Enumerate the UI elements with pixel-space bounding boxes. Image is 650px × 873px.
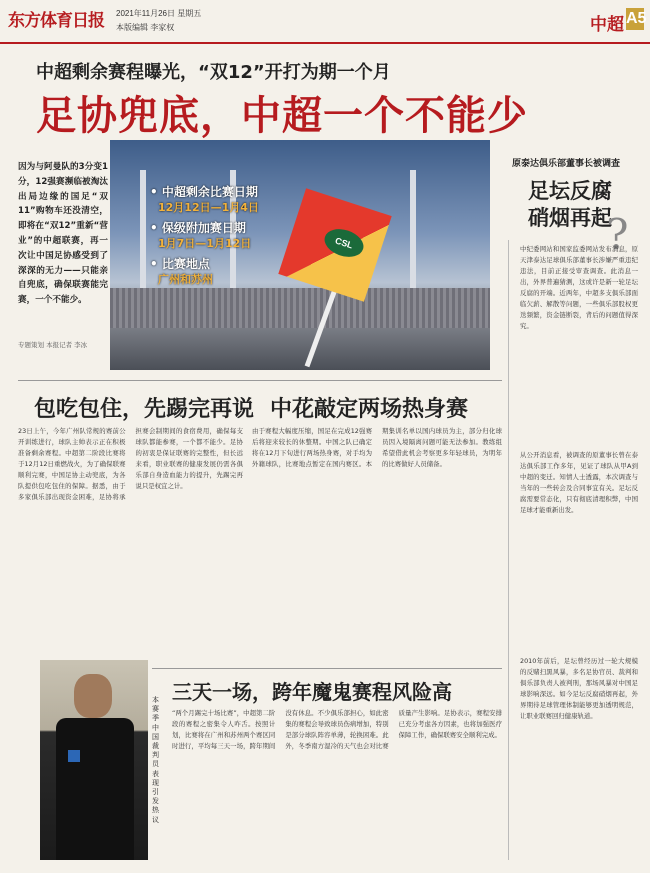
csl-logo: CSL bbox=[321, 224, 367, 261]
masthead bbox=[0, 0, 650, 44]
referee-body bbox=[56, 718, 134, 860]
column-divider bbox=[508, 240, 509, 860]
section-headline: 三天一场，跨年魔鬼赛程风险高 bbox=[172, 680, 452, 704]
sidebar-body: 2010年前后，足坛曾经历过一轮大规模的反赌扫黑风暴，多名足协官员、裁判和俱乐部负责人被判刑，那场风暴对中国足球影响深远。如今足坛反腐硝烟再起，外界期待足球管理体制能够更加透明规范，让职业联赛回归健康轨道。 bbox=[520, 657, 638, 720]
fact-label: • 保级附加赛日期 bbox=[150, 221, 246, 235]
fact-label: • 比赛地点 bbox=[150, 257, 210, 271]
issue-date: 2021年11月26日 星期五 bbox=[116, 9, 202, 18]
section-name: 中超 bbox=[590, 15, 624, 35]
section-body: 23日上午，今年广州队常规的赛前公开训练进行，球队主帅表示正在积极准备剩余赛程。中超第二阶段比赛将于12月12日重燃战火，为了确保联赛顺利完赛，中国足协主动兜底，为各队提供包吃包住的保障。据悉，由于多家俱乐部出现资金困难，足协将承担赛会制期间的食宿费用，确保每支球队都能参赛，一个都不能少。足协的初衷是保证联赛的完整性，但长远来看，职业联赛的健康发展仍需各俱乐部自身造血能力的提升，先踢完再说只是权宜之计。 bbox=[18, 427, 243, 501]
divider bbox=[152, 668, 502, 669]
stadium-stand bbox=[110, 288, 490, 328]
main-headline: 足协兜底，中超一个不能少 bbox=[36, 93, 528, 139]
stadium-pillar bbox=[410, 170, 416, 290]
fifa-badge-icon bbox=[68, 750, 80, 762]
sidebar-body: 中纪委网站和国家监委网站发布消息，原天津泰达足球俱乐部董事长涉嫌严重违纪违法，目前正接受审查调查。此消息一出，外界普遍猜测，这或许是新一轮足坛反腐的开端。近两年，中超多支俱乐部面临欠薪、解散等问题，一些俱乐部股权更迭频繁，资金链断裂，背后的问题值得深究。 bbox=[520, 245, 638, 330]
section-headline: 中花敲定两场热身赛 bbox=[270, 397, 469, 422]
sidebar-title: 足坛反腐 硝烟再起 bbox=[528, 179, 612, 230]
sidebar-body: 从公开消息看，被调查的原董事长曾在泰达俱乐部工作多年，见证了球队从甲A到中超的变迁。知情人士透露，本次调查与当年的一些转会及合同事宜有关。足坛反腐需要常态化，只有彻底清理积弊，中国足球才能重新出发。 bbox=[520, 451, 638, 514]
fact-value: 1月7日—1月12日 bbox=[158, 237, 252, 250]
sidebar-kicker: 原泰达俱乐部董事长被调查 bbox=[512, 159, 621, 169]
referee-photo bbox=[40, 660, 148, 860]
fact-value: 广州和苏州 bbox=[158, 273, 213, 286]
section-headline: 包吃包住，先踢完再说 bbox=[34, 397, 255, 422]
stadium-pillar bbox=[140, 170, 146, 290]
divider bbox=[18, 380, 502, 381]
page-editors: 本版编辑 李家权 bbox=[116, 23, 175, 32]
page-number: A5 bbox=[626, 8, 644, 30]
kicker-headline: 中超剩余赛程曝光，“双12”开打为期一个月 bbox=[36, 62, 391, 83]
photo-caption: 本赛季中国裁判员表现引发热议 bbox=[152, 696, 159, 824]
referee-head bbox=[74, 674, 112, 718]
newspaper-logo: 东方体育日报 bbox=[8, 11, 104, 31]
section-body: 由于赛程大幅度压缩，国足在完成12强赛后将迎来较长的休整期。中国之队已确定将在12月下旬进行两场热身赛，对手均为外籍球队，比赛地点暂定在国内赛区。本期集训名单以国内球员为主，部分归化球员因入境隔离问题可能无法参加。教练组希望借此机会考察更多年轻球员，为明年的比赛做好人员储备。 bbox=[252, 427, 502, 468]
section-body: “两个月踢完十场比赛”，中超第二阶段的赛程之密集令人咋舌。按照计划，比赛将在广州和苏州两个赛区同时进行，平均每三天一场，跨年期间没有休息。不少俱乐部担心，如此密集的赛程会导致球员伤病增加，特别是部分球队阵容单薄，轮换困难。此外，冬季南方湿冷的天气也会对比赛质量产生影响。足协表示，赛程安排已充分考虑各方因素，也将加强医疗保障工作，确保联赛安全顺利完成。 bbox=[172, 709, 502, 750]
lead-paragraph: 因为与阿曼队的3分变1分，12强赛濒临被淘汰出局边缘的国足“双11”购物车还没清空，即将在“双12”重新“营业”的中超联赛，再一次让中国足协感受到了深深的无力——只能亲自兜底，确保联赛能完赛，一个不能少。 bbox=[18, 162, 108, 306]
fact-value: 12月12日—1月4日 bbox=[158, 201, 259, 214]
question-mark-icon: ? bbox=[606, 210, 629, 259]
lead-credit: 专题策划 本报记者 李冰 bbox=[18, 341, 88, 349]
fact-label: • 中超剩余比赛日期 bbox=[150, 185, 258, 199]
